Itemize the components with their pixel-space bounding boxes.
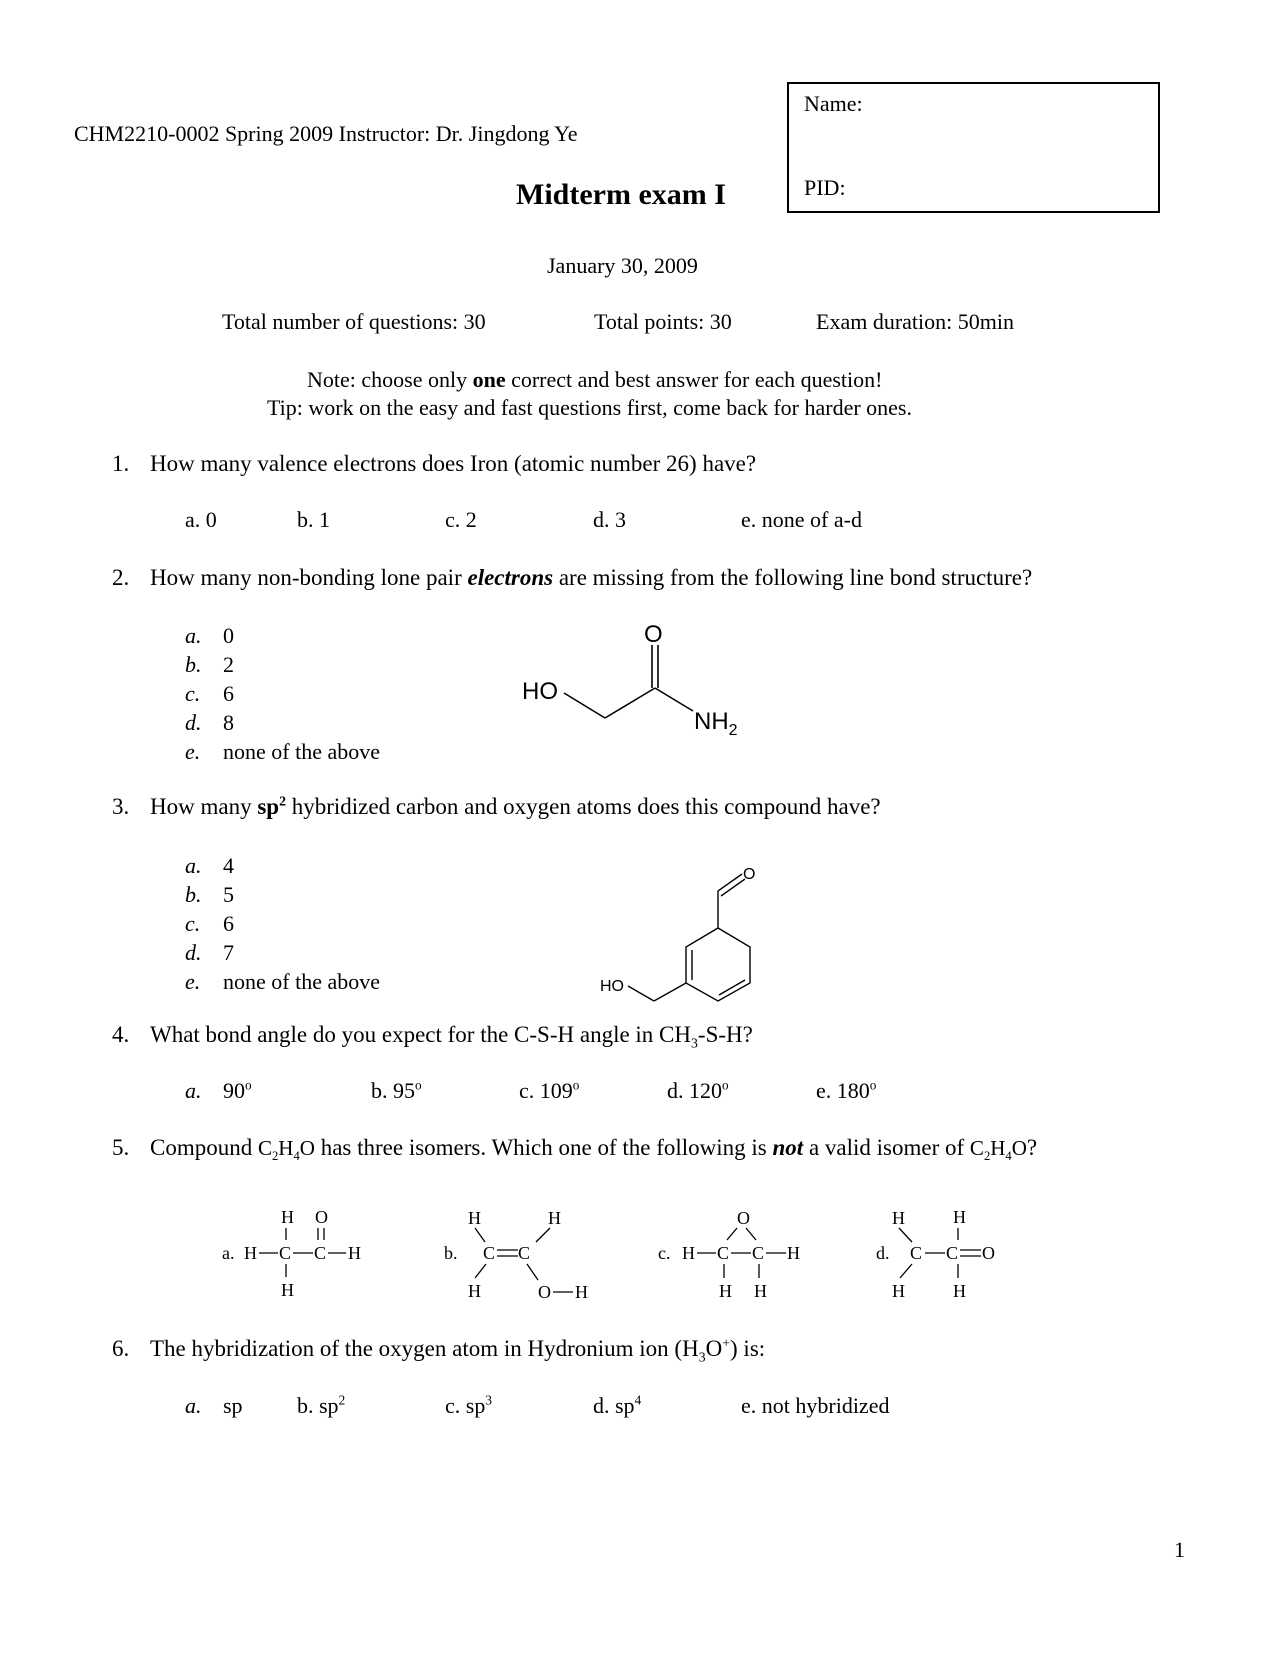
question-sub: 3 <box>698 1349 706 1365</box>
option-value: e. not hybridized <box>741 1393 890 1418</box>
formula: $C_2H_4O$ <box>257 1136 315 1164</box>
atom: C <box>314 1243 327 1263</box>
course-line: CHM2210-0002 Spring 2009 Instructor: Dr. Jingdong Ye <box>74 121 578 146</box>
degree-sign: o <box>722 1077 729 1093</box>
option-label: d. <box>876 1243 890 1263</box>
q3-option-d[interactable] <box>185 938 380 967</box>
q3-option-c[interactable] <box>185 909 380 938</box>
option-value: sp <box>223 1393 243 1418</box>
question-text-1: How many non-bonding lone pair <box>150 565 468 590</box>
option-value: e. 180 <box>816 1078 870 1103</box>
atom: H <box>244 1243 257 1263</box>
atom: O <box>315 1207 328 1227</box>
q4-option-e[interactable] <box>816 1078 876 1104</box>
atom: H <box>682 1243 695 1263</box>
question-text-d: ? <box>1026 1135 1038 1160</box>
q2-structure <box>500 620 780 750</box>
question-number: 1. <box>112 451 130 476</box>
option-value: d. sp <box>593 1393 635 1418</box>
option-letter: d. <box>185 710 202 735</box>
q2-option-c[interactable] <box>185 679 380 708</box>
question-text-a: Compound <box>150 1135 258 1160</box>
option-letter: b. <box>185 882 202 907</box>
atom: O <box>737 1208 750 1228</box>
question-text-1: The hybridization of the oxygen atom in Hydronium ion (H <box>150 1336 699 1361</box>
bond <box>655 688 693 711</box>
question-emphasis: electrons <box>467 565 554 590</box>
q2-option-a[interactable] <box>185 621 380 650</box>
option-value: 0 <box>223 623 234 648</box>
question-number: 4. <box>112 1022 130 1047</box>
question-number: 5. <box>112 1135 130 1160</box>
q3-structure <box>590 855 790 1015</box>
q3-options <box>185 851 380 996</box>
note-text-1: Note: choose only <box>307 367 473 392</box>
tip-line: Tip: work on the easy and fast questions first, come back for harder ones. <box>267 395 912 420</box>
option-label: b. <box>444 1243 458 1263</box>
option-sup: 3 <box>485 1392 492 1408</box>
option-value: 5 <box>223 882 234 907</box>
double-bond <box>718 874 742 891</box>
exam-duration: Exam duration: 50min <box>816 309 1014 334</box>
atom: H <box>719 1281 732 1301</box>
q6-option-a[interactable] <box>185 1393 243 1419</box>
question-text-2: O <box>705 1336 723 1361</box>
option-sup: 4 <box>634 1392 642 1408</box>
atom: H <box>468 1208 481 1228</box>
total-questions: Total number of questions: 30 <box>222 309 486 334</box>
option-letter: a. <box>185 1393 202 1418</box>
option-sup: 2 <box>338 1392 346 1408</box>
question-4 <box>112 1022 753 1051</box>
q3-option-e[interactable] <box>185 967 380 996</box>
option-value: 2 <box>223 652 234 677</box>
q5-option-b[interactable] <box>444 1208 588 1302</box>
question-text: How many valence electrons does Iron (atomic number 26) have? <box>150 451 757 476</box>
question-5 <box>112 1135 1038 1164</box>
double-bond <box>721 879 745 896</box>
option-value: 8 <box>223 710 234 735</box>
atom: H <box>281 1280 294 1300</box>
q1-option-b[interactable]: b. 1 <box>297 507 330 532</box>
option-letter: d. <box>185 940 202 965</box>
atom: C <box>518 1243 531 1263</box>
atom: H <box>953 1281 966 1301</box>
ring <box>686 928 750 1001</box>
option-value: none of the above <box>223 969 380 994</box>
q6-option-e[interactable] <box>741 1393 889 1419</box>
atom: C <box>910 1243 923 1263</box>
degree-sign: o <box>572 1077 580 1093</box>
question-sup: 2 <box>279 793 286 809</box>
q2-options <box>185 621 380 766</box>
option-value: d. 120 <box>667 1078 722 1103</box>
atom: C <box>752 1243 765 1263</box>
option-value: b. 95 <box>371 1078 415 1103</box>
atom: H <box>468 1281 481 1301</box>
q4-option-a[interactable] <box>185 1078 252 1104</box>
q2-option-b[interactable] <box>185 650 380 679</box>
total-points: Total points: 30 <box>594 309 732 334</box>
nh2-label: $NH_2$ <box>694 708 738 739</box>
q1-option-a[interactable]: a. 0 <box>185 507 217 532</box>
name-pid-box <box>787 82 1160 213</box>
option-letter: e. <box>185 739 201 764</box>
atom: H <box>348 1243 361 1263</box>
option-letter: a. <box>185 623 202 648</box>
degree-sign: o <box>415 1077 422 1093</box>
q1-option-c[interactable]: c. 2 <box>445 507 477 532</box>
q2-option-e[interactable] <box>185 737 380 766</box>
q4-option-d[interactable] <box>667 1078 729 1104</box>
note-text-2: correct and best answer for each question! <box>505 367 883 392</box>
exam-date: January 30, 2009 <box>547 253 698 278</box>
note-line <box>307 367 882 393</box>
question-sub: 3 <box>691 1035 698 1051</box>
pid-label: PID: <box>804 175 846 200</box>
ho-label: HO <box>600 978 624 995</box>
note-emphasis: one <box>472 367 506 392</box>
degree-sign: o <box>869 1077 877 1093</box>
q1-option-d[interactable]: d. 3 <box>593 507 626 532</box>
formula: $C_2H_4O$ <box>969 1136 1027 1164</box>
atom: H <box>892 1281 905 1301</box>
question-number: 2. <box>112 565 130 590</box>
question-text-2: hybridized carbon and oxygen atoms does this compound have? <box>285 794 881 819</box>
o-label: O <box>644 621 663 648</box>
bond <box>605 688 655 718</box>
question-text-1: What bond angle do you expect for the C-S-H angle in CH <box>150 1022 692 1047</box>
q6-option-c[interactable] <box>445 1393 492 1419</box>
option-value: 4 <box>223 853 234 878</box>
atom: C <box>946 1243 959 1263</box>
option-letter: a. <box>185 1078 202 1103</box>
option-value: c. 109 <box>519 1078 573 1103</box>
question-6 <box>112 1335 766 1365</box>
question-text-c: a valid isomer of <box>803 1135 970 1160</box>
question-text-2: -S-H? <box>697 1022 753 1047</box>
option-value: 7 <box>223 940 234 965</box>
atom: H <box>953 1207 966 1227</box>
question-sup: + <box>722 1335 731 1351</box>
question-1 <box>112 451 756 477</box>
option-value: none of the above <box>223 739 380 764</box>
question-bold: sp <box>257 794 280 819</box>
o-label: O <box>743 866 756 883</box>
option-value: b. sp <box>297 1393 339 1418</box>
option-letter: c. <box>185 681 201 706</box>
option-label: a. <box>222 1243 235 1263</box>
question-text-2: are missing from the following line bond structure? <box>553 565 1033 590</box>
atom: H <box>787 1243 800 1263</box>
page-title: Midterm exam I <box>516 178 726 211</box>
option-value: 90 <box>223 1078 245 1103</box>
atom: C <box>483 1243 496 1263</box>
question-number: 6. <box>112 1336 130 1361</box>
option-label: c. <box>658 1243 671 1263</box>
atom: C <box>717 1243 730 1263</box>
q4-option-b[interactable] <box>371 1078 422 1104</box>
atom: C <box>279 1243 292 1263</box>
q5-option-c[interactable] <box>658 1208 800 1301</box>
option-value: c. sp <box>445 1393 486 1418</box>
option-letter: a. <box>185 853 202 878</box>
option-letter: c. <box>185 911 201 936</box>
q4-option-c[interactable] <box>519 1078 579 1104</box>
question-text-b: has three isomers. Which one of the following is <box>314 1135 773 1160</box>
atom: O <box>982 1243 995 1263</box>
question-3 <box>112 794 881 820</box>
atom: O <box>538 1282 551 1302</box>
option-letter: e. <box>185 969 201 994</box>
bond <box>654 983 686 1001</box>
question-text-1: How many <box>150 794 258 819</box>
atom: H <box>892 1208 905 1228</box>
option-value: 6 <box>223 911 234 936</box>
question-2 <box>112 565 1032 591</box>
q6-option-b[interactable] <box>297 1393 345 1419</box>
q5-structures <box>200 1190 1020 1310</box>
q6-option-d[interactable] <box>593 1393 641 1419</box>
name-label: Name: <box>804 91 863 116</box>
option-letter: b. <box>185 652 202 677</box>
page-number: 1 <box>1174 1537 1185 1562</box>
ho-label: HO <box>522 678 558 705</box>
q1-option-e[interactable]: e. none of a-d <box>741 507 862 532</box>
atom: H <box>754 1281 767 1301</box>
option-value: 6 <box>223 681 234 706</box>
bond <box>628 986 654 1001</box>
q5-option-d[interactable] <box>876 1207 995 1301</box>
q3-option-a[interactable] <box>185 851 380 880</box>
question-emphasis: not <box>772 1135 804 1160</box>
degree-sign: o <box>245 1077 252 1093</box>
atom: H <box>281 1207 294 1227</box>
bond <box>564 693 605 718</box>
q2-option-d[interactable] <box>185 708 380 737</box>
atom: H <box>548 1208 561 1228</box>
question-text-3: ) is: <box>730 1336 766 1361</box>
q3-option-b[interactable] <box>185 880 380 909</box>
q5-option-a[interactable] <box>222 1207 361 1300</box>
question-number: 3. <box>112 794 130 819</box>
atom: H <box>575 1282 588 1302</box>
